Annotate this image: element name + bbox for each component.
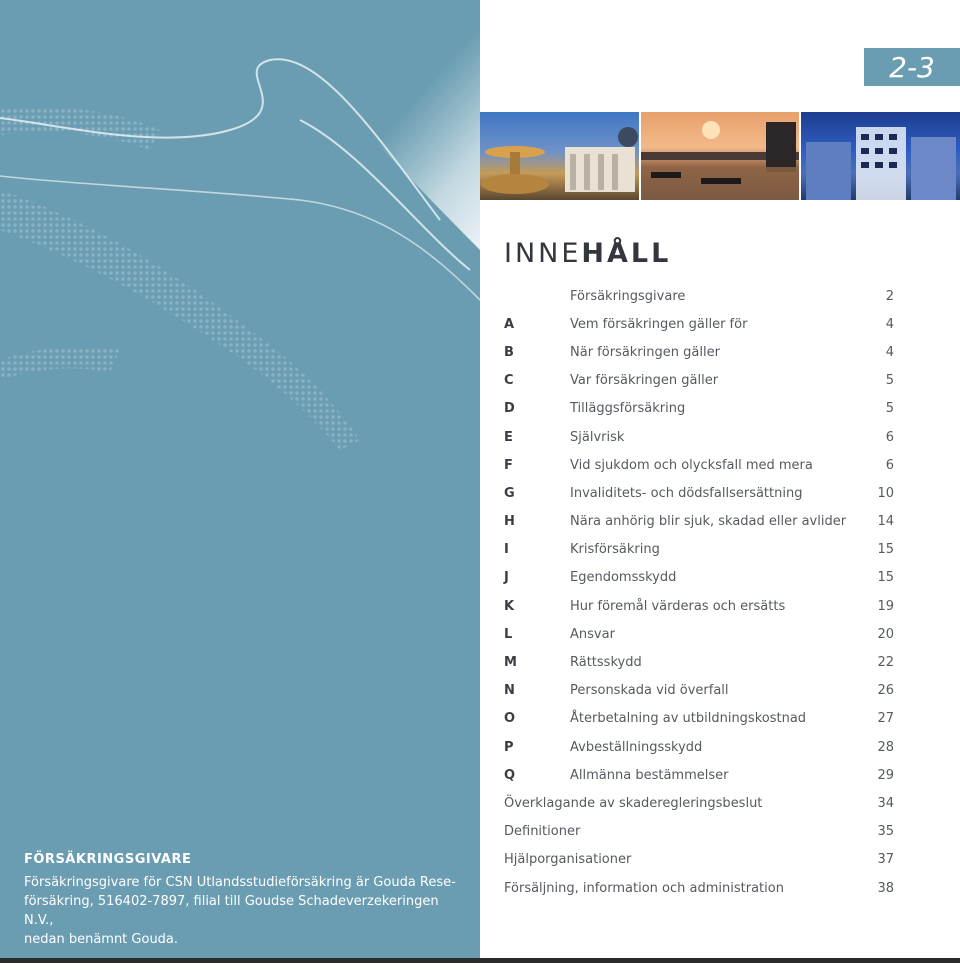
toc-title: Egendomsskydd (570, 570, 677, 586)
insurer-text (24, 873, 464, 949)
toc-page: 26 (877, 683, 894, 699)
insurer-text-line: nedan benämnt Gouda. (24, 932, 179, 947)
toc-page: 22 (877, 655, 894, 671)
toc-page: 14 (877, 514, 894, 530)
toc-title: Allmänna bestämmelser (570, 767, 729, 783)
toc-title: Överklagande av skaderegleringsbeslut (504, 795, 763, 811)
toc-row (504, 310, 894, 338)
toc-page: 6 (885, 457, 894, 473)
toc-row (504, 677, 894, 705)
insurer-info (24, 852, 464, 949)
toc-page: 28 (877, 739, 894, 755)
toc-letter: M (504, 655, 517, 671)
toc-title: Definitioner (504, 824, 581, 840)
city-photo-river (641, 112, 800, 200)
photo-strip (480, 112, 960, 200)
toc-row (504, 338, 894, 366)
toc-letter: H (504, 514, 515, 530)
toc-page: 35 (877, 824, 894, 840)
toc-title: Återbetalning av utbildningskostnad (570, 711, 807, 727)
toc-page: 38 (877, 880, 894, 896)
toc-title: Vem försäkringen gäller för (570, 316, 748, 332)
toc-title: Hur föremål värderas och ersätts (570, 598, 786, 614)
toc-row (504, 705, 894, 733)
toc-title: När försäkringen gäller (570, 344, 720, 360)
toc-row (504, 733, 894, 761)
toc-title: Ansvar (570, 626, 615, 642)
toc-row (504, 536, 894, 564)
toc-row (504, 508, 894, 536)
toc-page: 4 (885, 316, 894, 332)
toc-page: 5 (885, 373, 894, 389)
city-photo-fountain (480, 112, 639, 200)
toc-row (504, 874, 894, 902)
toc-row (504, 423, 894, 451)
toc-row (504, 367, 894, 395)
toc-letter: F (504, 457, 513, 473)
toc-letter: I (504, 542, 509, 558)
toc-letter: G (504, 485, 515, 501)
toc-letter: A (504, 316, 515, 332)
toc-heading-light: INNE (504, 238, 582, 269)
toc-letter: K (504, 598, 515, 614)
toc-row (504, 789, 894, 817)
bottom-rule (0, 958, 960, 963)
toc-page: 6 (885, 429, 894, 445)
toc-page: 15 (877, 570, 894, 586)
toc-title: Krisförsäkring (570, 542, 660, 558)
page-number-badge: 2-3 (864, 48, 960, 86)
toc-title: Invaliditets- och dödsfallsersättning (570, 485, 803, 501)
toc-heading-bold: HÅLL (581, 238, 672, 269)
toc-page: 27 (877, 711, 894, 727)
toc-title: Personskada vid överfall (570, 683, 729, 699)
toc-title: Självrisk (570, 429, 625, 445)
toc-letter: N (504, 683, 515, 699)
toc-row (504, 564, 894, 592)
toc-title: Nära anhörig blir sjuk, skadad eller avlider (570, 514, 847, 530)
toc-page: 20 (877, 626, 894, 642)
toc-page: 10 (877, 485, 894, 501)
toc-page: 34 (877, 795, 894, 811)
toc-page: 2 (885, 288, 894, 304)
toc-letter: L (504, 626, 513, 642)
toc-title: Hjälporganisationer (504, 852, 632, 868)
insurer-text-line: Försäkringsgivare för CSN Utlandsstudieförsäkring är Gouda Rese- (24, 875, 456, 890)
toc-page: 37 (877, 852, 894, 868)
toc-title: Försäljning, information och administration (504, 880, 784, 896)
toc-letter: Q (504, 767, 516, 783)
toc-title: Rättsskydd (570, 655, 642, 671)
toc-heading (504, 238, 671, 269)
toc-row (504, 282, 894, 310)
toc-letter: E (504, 429, 513, 445)
toc-row (504, 592, 894, 620)
toc-row (504, 620, 894, 648)
toc-row (504, 451, 894, 479)
city-photo-night (801, 112, 960, 200)
toc-letter: P (504, 739, 514, 755)
toc-page: 5 (885, 401, 894, 417)
toc-row (504, 846, 894, 874)
toc-title: Avbeställningsskydd (570, 739, 703, 755)
toc-title: Var försäkringen gäller (570, 373, 719, 389)
toc-row (504, 395, 894, 423)
toc-row (504, 479, 894, 507)
toc-row (504, 818, 894, 846)
toc-letter: O (504, 711, 516, 727)
toc-title: Tilläggsförsäkring (570, 401, 686, 417)
toc-page: 19 (877, 598, 894, 614)
table-of-contents (504, 282, 894, 902)
toc-page: 4 (885, 344, 894, 360)
toc-page: 29 (877, 767, 894, 783)
toc-letter: J (504, 570, 509, 586)
insurer-text-line: försäkring, 516402-7897, filial till Goudse Schadeverzekeringen N.V., (24, 894, 439, 928)
toc-row (504, 761, 894, 789)
toc-title: Vid sjukdom och olycksfall med mera (570, 457, 813, 473)
toc-letter: D (504, 401, 515, 417)
toc-letter: C (504, 373, 514, 389)
toc-letter: B (504, 344, 514, 360)
insurer-title: FÖRSÄKRINGSGIVARE (24, 852, 192, 867)
toc-page: 15 (877, 542, 894, 558)
toc-title: Försäkringsgivare (570, 288, 686, 304)
toc-row (504, 648, 894, 676)
